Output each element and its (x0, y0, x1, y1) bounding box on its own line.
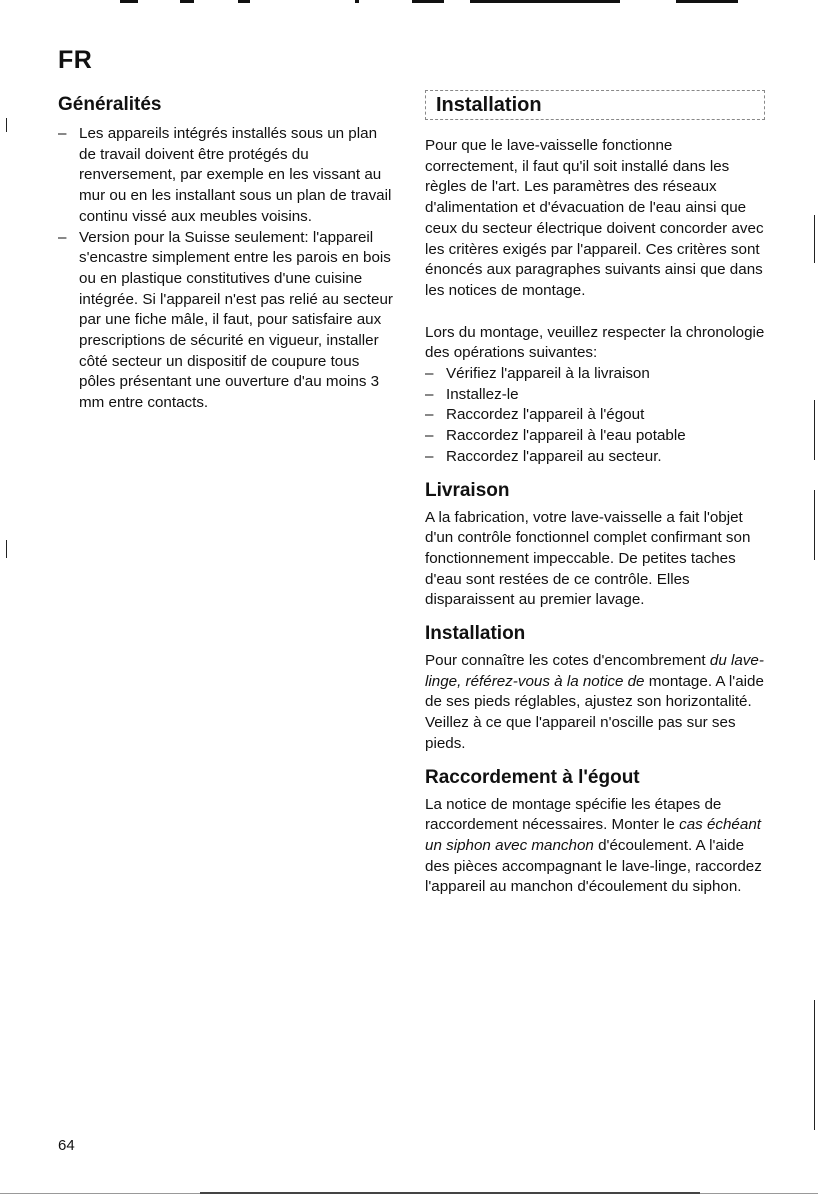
list-item: – Vérifiez l'appareil à la livraison (425, 364, 765, 385)
scan-edge-mark (814, 400, 815, 460)
page-number: 64 (58, 1137, 75, 1154)
scan-edge-mark (814, 1000, 815, 1130)
section-title-installation: Installation (425, 623, 526, 645)
section-installation (425, 621, 765, 755)
scan-edge-mark (6, 118, 7, 132)
egout-text-italic: cas échéant un siphon avec manchon (425, 816, 761, 854)
list-item: – Raccordez l'appareil au secteur. (425, 447, 765, 468)
generalites-list (58, 124, 398, 414)
scan-edge-mark (6, 540, 7, 558)
language-code: FR (58, 46, 93, 74)
right-column (425, 90, 765, 898)
installation-text (425, 651, 765, 755)
list-item: – Raccordez l'appareil à l'eau potable (425, 426, 765, 447)
list-item: – Version pour la Suisse seulement: l'appareil s'encastre simplement entre les parois en bois ou en plastique constitutives d'une cuisine intégrée. Si l'appareil n'est pas relié au secteur par une fiche mâle, il faut, pour satisfaire aux prescriptions de sécurité en vigueur, installer côté secteur un dispositif de coupure tous pôles présentant une ouverture d'au moins 3 mm entre contacts. (58, 228, 398, 414)
left-column (58, 92, 398, 414)
installation-text-a: Pour connaître les cotes d'encombrement (425, 652, 710, 670)
section-title-generalites: Généralités (58, 94, 162, 115)
section-livraison (425, 478, 765, 612)
installation-text-italic: du lave-linge, référez-vous à la notice de (425, 652, 764, 690)
installation-intro: Pour que le lave-vaisselle fonctionne correctement, il faut qu'il soit installé dans les règles de l'art. Les paramètres des réseaux d'alimentation et d'évacuation de l'eau ainsi que ceux du secteur électrique doivent concorder avec les critères exigés par l'appareil. Ces critères sont énoncés aux paragraphes suivants ainsi que dans les notices de montage. (425, 137, 764, 299)
egout-text-c: d'écoulement. A l'aide des pièces accompagnant le lave-linge, raccordez l'appareil au manchon d'écoulement du siphon. (425, 836, 762, 896)
scan-edge-mark (814, 490, 815, 560)
scan-top-marks (0, 0, 818, 6)
section-title-livraison: Livraison (425, 479, 510, 501)
chronology-intro: Lors du montage, veuillez respecter la chronologie des opérations suivantes: (425, 323, 765, 362)
section-title-egout: Raccordement à l'égout (425, 766, 640, 788)
egout-text (425, 795, 765, 899)
section-egout (425, 765, 765, 899)
egout-text-a: La notice de montage spécifie les étapes de raccordement nécessaires. Monter le (425, 795, 722, 834)
installation-text-c: montage. A l'aide de ses pieds réglables, ajustez son horizontalité. Veillez à ce que l'appareil n'oscille pas sur ses pieds. (425, 672, 764, 752)
list-item: – Raccordez l'appareil à l'égout (425, 405, 765, 426)
scan-bottom-rule-thick (200, 1192, 700, 1194)
scan-edge-mark (814, 215, 815, 263)
list-item: – Installez-le (425, 385, 765, 406)
livraison-text: A la fabrication, votre lave-vaisselle a fait l'objet d'un contrôle fonctionnel complet confirmant son fonctionnement impeccable. De petites taches d'eau sont restées de ce contrôle. Elles disparaissent au premier lavage. (425, 508, 751, 609)
steps-list (425, 364, 765, 468)
section-title-installation-boxed: Installation (425, 90, 765, 120)
list-item: – Les appareils intégrés installés sous un plan de travail doivent être protégés du renversement, par exemple en les vissant au mur ou en les installant sous un plan de travail continu vissé aux meubles voisins. (58, 124, 398, 228)
